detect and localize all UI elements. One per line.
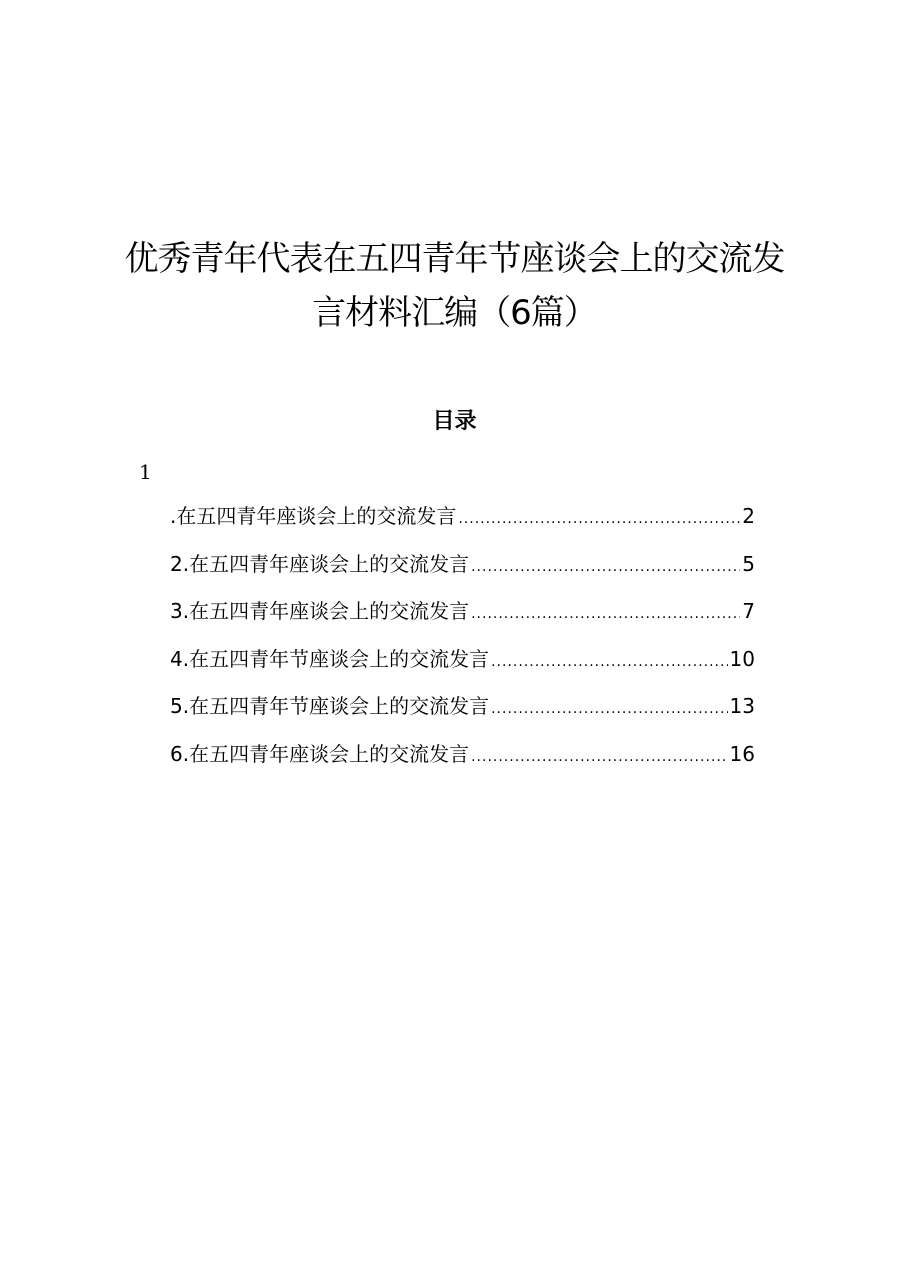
toc-entry-3[interactable] xyxy=(170,595,755,643)
title-line-2: 言材料汇编（6篇） xyxy=(312,293,597,333)
title-line-1: 优秀青年代表在五四青年节座谈会上的交流发 xyxy=(124,239,785,279)
toc-leader-dots xyxy=(458,511,740,527)
toc-entry-1[interactable] xyxy=(170,500,755,548)
toc-entry-4[interactable] xyxy=(170,643,755,691)
toc-entry-text: .在五四青年座谈会上的交流发言 xyxy=(170,504,457,528)
toc-page-number: 16 xyxy=(729,741,755,766)
document-title xyxy=(100,232,809,340)
toc-entry-6[interactable] xyxy=(170,738,755,786)
toc-entry-text: 2.在五四青年座谈会上的交流发言 xyxy=(170,551,470,576)
stray-list-number: 1 xyxy=(139,460,152,484)
toc-heading: 目录 xyxy=(432,408,477,434)
toc-leader-dots xyxy=(491,654,727,670)
toc-leader-dots xyxy=(471,559,740,575)
toc-page-number: 2 xyxy=(742,504,755,528)
toc-leader-dots xyxy=(491,701,727,717)
toc-entry-5[interactable] xyxy=(170,690,755,738)
toc-leader-dots xyxy=(471,749,727,765)
toc-page-number: 13 xyxy=(729,694,755,718)
toc-entry-text: 5.在五四青年节座谈会上的交流发言 xyxy=(170,694,490,718)
toc-page-number: 7 xyxy=(742,599,755,623)
toc-page-number: 5 xyxy=(742,551,755,576)
toc-leader-dots xyxy=(471,606,740,622)
toc-entry-text: 4.在五四青年节座谈会上的交流发言 xyxy=(170,646,490,671)
table-of-contents xyxy=(170,500,755,785)
toc-entry-text: 6.在五四青年座谈会上的交流发言 xyxy=(170,741,470,766)
toc-entry-text: 3.在五四青年座谈会上的交流发言 xyxy=(170,599,470,623)
toc-page-number: 10 xyxy=(729,646,755,671)
toc-entry-2[interactable] xyxy=(170,548,755,596)
